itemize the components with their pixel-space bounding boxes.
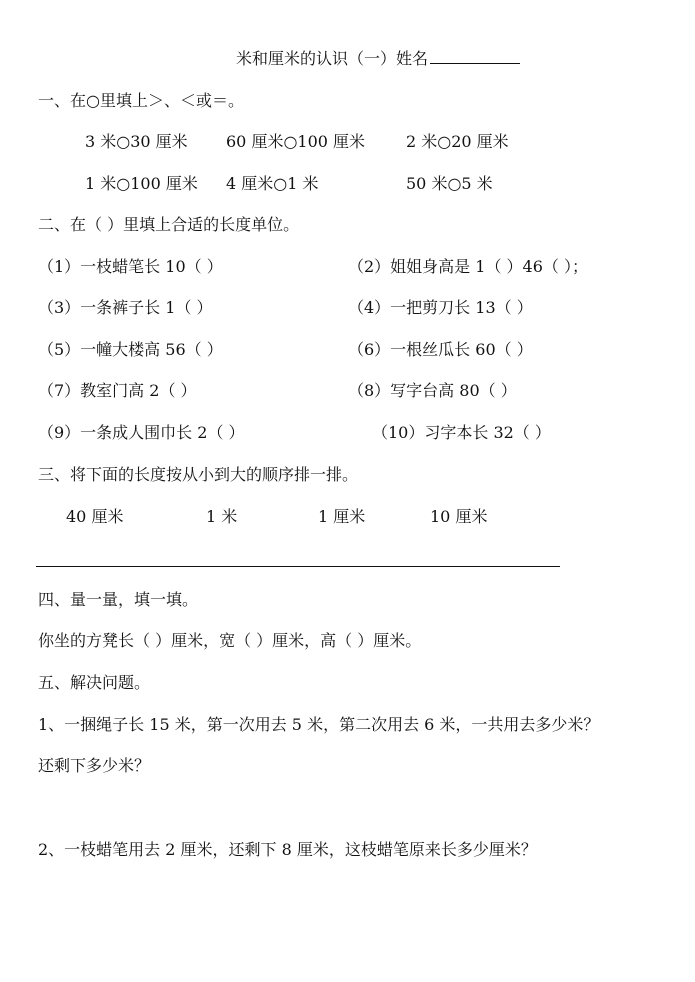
title-text: 米和厘米的认识（一）姓名 [236, 49, 429, 68]
compare-item: 3 米○30 厘米 [85, 132, 188, 151]
unit-item: （5）一幢大楼高 56（ ） [38, 340, 223, 359]
section1-heading: 一、在○里填上＞、＜或＝。 [38, 91, 244, 110]
section3-heading: 三、将下面的长度按从小到大的顺序排一排。 [38, 465, 359, 484]
unit-item: （2）姐姐身高是 1（ ）46（ ）； [348, 257, 588, 276]
compare-item: 50 米○5 米 [406, 174, 493, 193]
length-value: 40 厘米 [66, 507, 124, 526]
unit-item: （8）写字台高 80（ ） [348, 381, 517, 400]
unit-item: （6）一根丝瓜长 60（ ） [348, 340, 533, 359]
problem-2: 2、一枝蜡笔用去 2 厘米，还剩下 8 厘米，这枝蜡笔原来长多少厘米？ [38, 840, 537, 859]
section5-heading: 五、解决问题。 [38, 673, 151, 692]
compare-item: 2 米○20 厘米 [406, 132, 509, 151]
unit-item: （7）教室门高 2（ ） [38, 381, 197, 400]
length-value: 10 厘米 [430, 507, 488, 526]
section2-heading: 二、在（ ）里填上合适的长度单位。 [38, 215, 300, 234]
answer-line[interactable] [36, 566, 560, 567]
unit-item: （4）一把剪刀长 13（ ） [348, 298, 533, 317]
unit-item: （1）一枝蜡笔长 10（ ） [38, 257, 223, 276]
unit-item: （3）一条裤子长 1（ ） [38, 298, 213, 317]
problem-1-line-1: 1、一捆绳子长 15 米，第一次用去 5 米，第二次用去 6 米，一共用去多少米？ [38, 715, 600, 734]
length-value: 1 米 [206, 507, 238, 526]
measure-question: 你坐的方凳长（ ）厘米，宽（ ）厘米，高（ ）厘米。 [38, 631, 422, 650]
problem-1-line-2: 还剩下多少米？ [38, 756, 151, 775]
unit-item: （10）习字本长 32（ ） [372, 423, 551, 442]
compare-item: 4 厘米○1 米 [226, 174, 319, 193]
worksheet-title [236, 47, 520, 70]
section4-heading: 四、量一量，填一填。 [38, 590, 199, 609]
compare-item: 1 米○100 厘米 [85, 174, 198, 193]
unit-item: （9）一条成人围巾长 2（ ） [38, 423, 245, 442]
name-blank-line[interactable] [430, 47, 520, 64]
compare-item: 60 厘米○100 厘米 [226, 132, 366, 151]
length-value: 1 厘米 [318, 507, 366, 526]
